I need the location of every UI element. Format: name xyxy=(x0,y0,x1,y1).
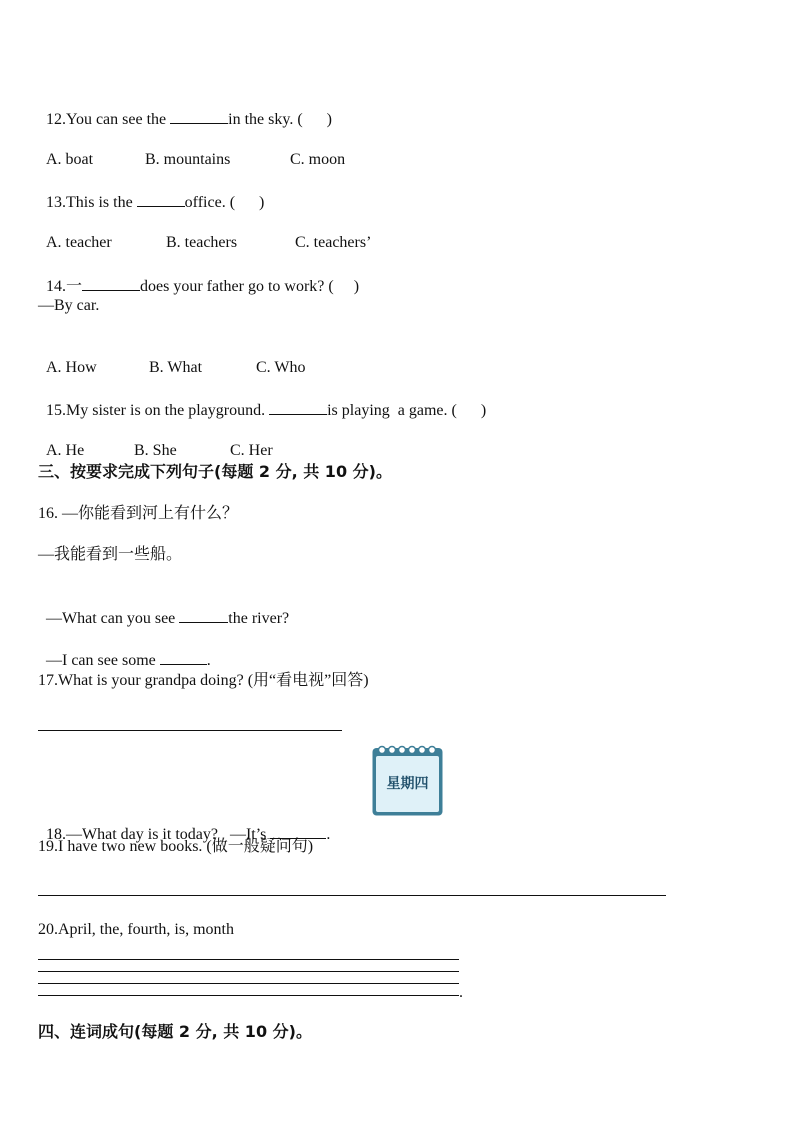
calendar-label: 星期四 xyxy=(386,776,429,792)
question-12-text: 12.You can see the xyxy=(46,111,171,128)
option-a[interactable]: A. teacher xyxy=(46,234,112,251)
answer-blank[interactable] xyxy=(269,399,327,415)
option-b[interactable]: B. She xyxy=(134,442,177,459)
question-13 xyxy=(38,171,264,213)
question-16-en2-text: —I can see some xyxy=(46,652,160,669)
option-c[interactable]: C. teachers’ xyxy=(295,234,372,251)
question-13-text: 13.This is the xyxy=(46,194,137,211)
question-14-reply: —By car. xyxy=(38,297,100,314)
question-17: 17.What is your grandpa doing? (用“看电视”回答) xyxy=(38,672,369,689)
question-16-en-line-2 xyxy=(38,629,211,671)
option-a[interactable]: A. boat xyxy=(46,151,94,168)
question-12-options xyxy=(38,130,345,170)
option-b[interactable]: B. What xyxy=(149,359,203,376)
question-15 xyxy=(38,379,486,421)
answer-line[interactable] xyxy=(38,730,342,731)
answer-line[interactable] xyxy=(38,895,666,896)
question-15-options xyxy=(38,421,273,461)
option-b[interactable]: B. mountains xyxy=(145,151,231,168)
question-12 xyxy=(38,88,332,130)
option-a[interactable]: A. How xyxy=(46,359,97,376)
question-18-text: 18.—What day is it today? —It’s xyxy=(46,826,271,843)
calendar-icon xyxy=(371,743,444,817)
question-16-cn-line-2: —我能看到一些船。 xyxy=(38,546,183,563)
option-a[interactable]: A. He xyxy=(46,442,85,459)
answer-blank[interactable] xyxy=(179,607,228,623)
question-12-bracket: in the sky. ( ) xyxy=(228,111,332,128)
question-18-tail: . xyxy=(326,826,331,843)
answer-line[interactable] xyxy=(38,971,459,972)
question-13-options xyxy=(38,213,371,253)
question-16-en-line-1 xyxy=(38,587,289,629)
section-4-heading: 四、连词成句(每题 2 分, 共 10 分)。 xyxy=(38,1022,312,1041)
question-16-en2-tail: . xyxy=(206,652,211,669)
answer-blank[interactable] xyxy=(137,191,185,207)
answer-line[interactable] xyxy=(38,995,459,996)
answer-blank[interactable] xyxy=(170,108,228,124)
question-16-cn-line-1: 16. —你能看到河上有什么？ xyxy=(38,505,239,522)
question-20-period: . xyxy=(459,984,463,1001)
question-14-text: 14.一 xyxy=(46,278,83,295)
answer-blank[interactable] xyxy=(82,275,140,291)
question-16-en-tail: the river? xyxy=(228,610,290,627)
question-15-text: 15.My sister is on the playground. xyxy=(46,402,270,419)
answer-line[interactable] xyxy=(38,983,459,984)
answer-line[interactable] xyxy=(38,959,459,960)
option-c[interactable]: C. Who xyxy=(256,359,306,376)
question-14-options xyxy=(38,338,305,378)
option-c[interactable]: C. moon xyxy=(290,151,346,168)
question-20: 20.April, the, fourth, is, month xyxy=(38,921,234,938)
question-16-en-text: —What can you see xyxy=(46,610,180,627)
option-b[interactable]: B. teachers xyxy=(166,234,238,251)
question-15-bracket: is playing a game. ( ) xyxy=(327,402,487,419)
question-13-bracket: office. ( ) xyxy=(184,194,265,211)
option-c[interactable]: C. Her xyxy=(230,442,273,459)
question-14-bracket: does your father go to work? ( ) xyxy=(140,278,360,295)
question-19: 19.I have two new books. (做一般疑问句) xyxy=(38,838,314,855)
answer-blank[interactable] xyxy=(160,649,207,665)
question-14 xyxy=(38,255,359,297)
section-3-heading: 三、按要求完成下列句子(每题 2 分, 共 10 分)。 xyxy=(38,462,392,481)
